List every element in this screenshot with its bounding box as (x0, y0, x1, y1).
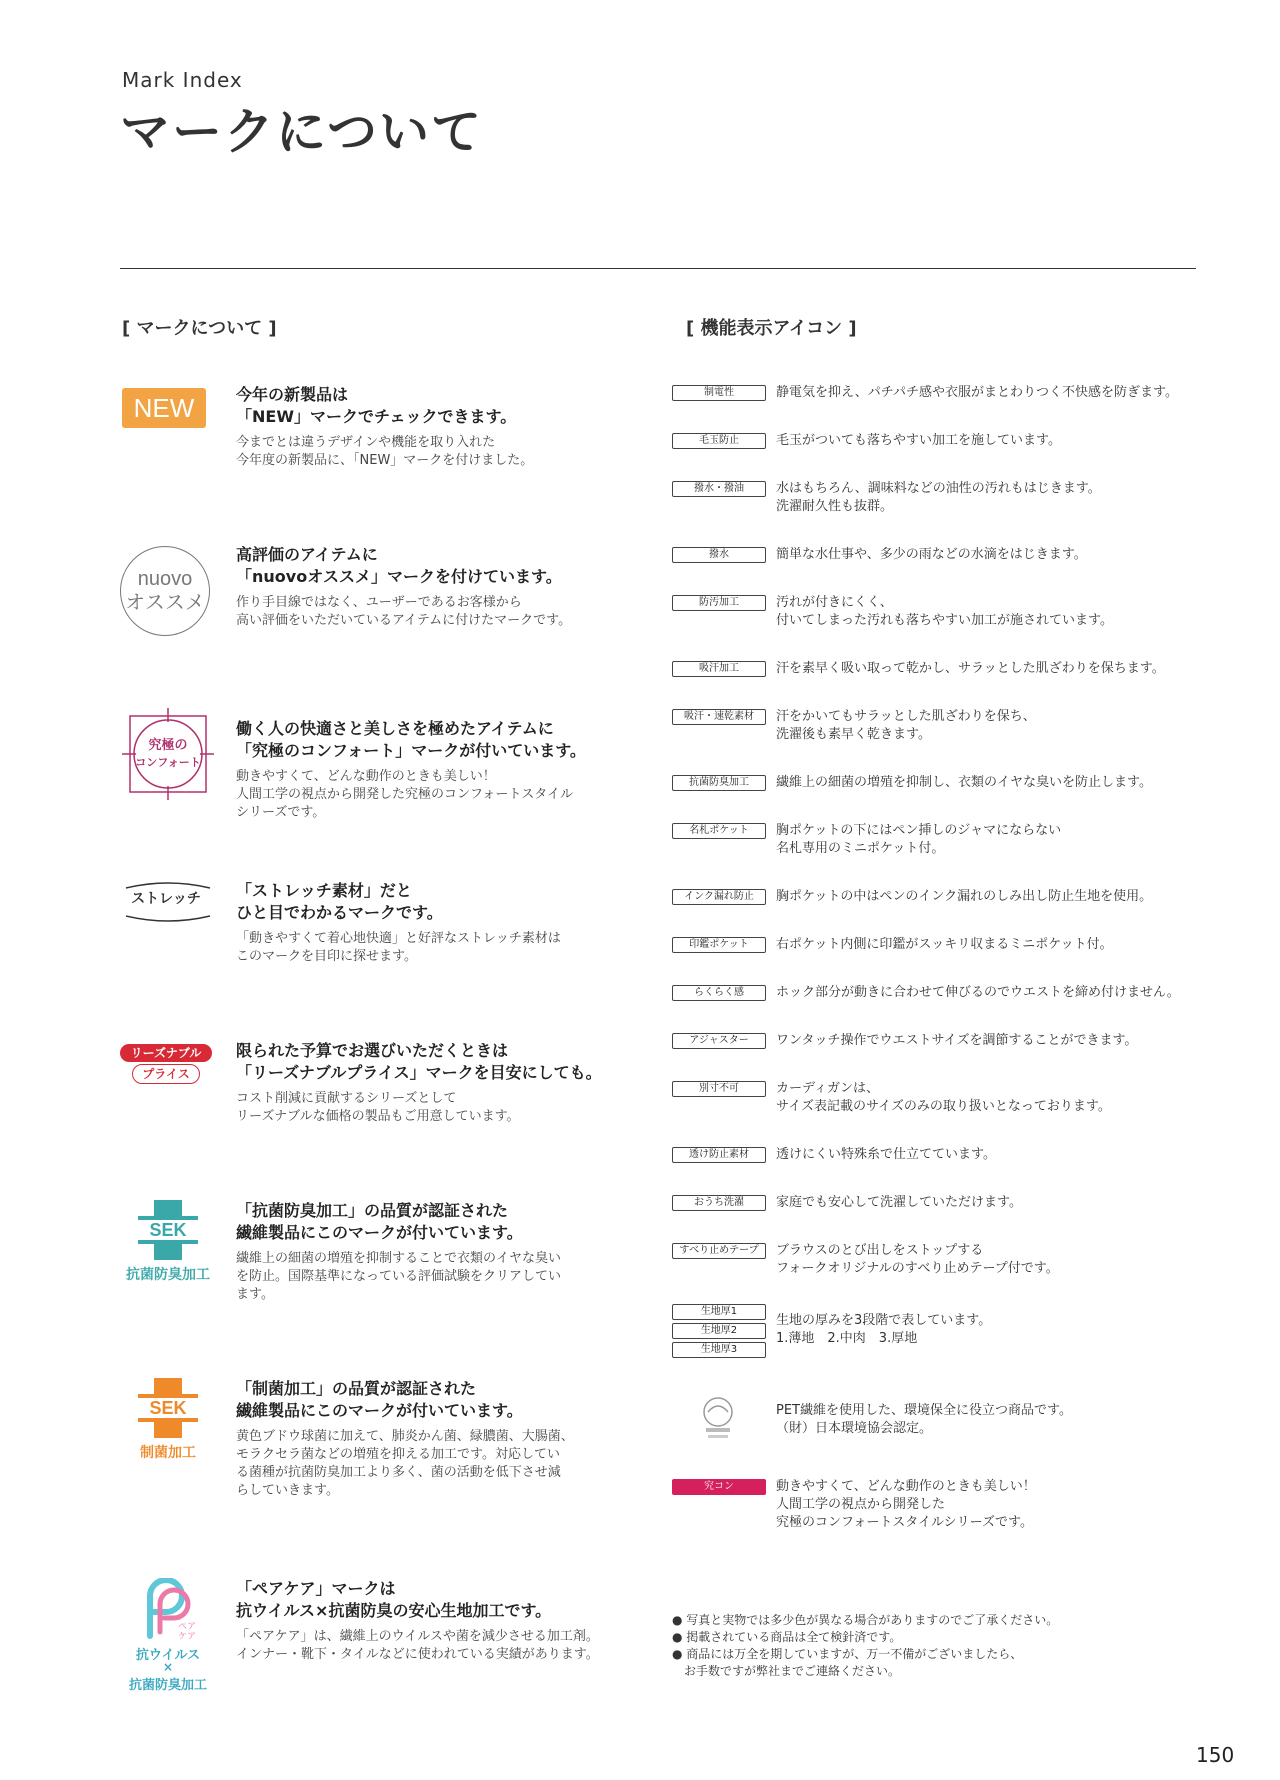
reasonable-label: リーズナブル (120, 1044, 212, 1062)
func-badge: らくらく感 (672, 985, 766, 1001)
sek-orange-mark-icon (120, 1378, 216, 1474)
func-badge: 生地厚2 (672, 1323, 766, 1339)
reasonable-price-mark-icon (120, 1040, 216, 1136)
osusume-label: オススメ (125, 592, 205, 614)
comfort-sub-label: コンフォート (135, 756, 201, 769)
func-badge: 毛玉防止 (672, 433, 766, 449)
mark-title-line: 「ストレッチ素材」だと (236, 881, 412, 900)
func-badge: 名札ポケット (672, 823, 766, 839)
mark-title-line: 繊維製品にこのマークが付いています。 (236, 1223, 523, 1242)
func-desc-line: 究極のコンフォートスタイルシリーズです。 (776, 1515, 1033, 1530)
mark-title-line: 抗ウイルス×抗菌防臭の安心生地加工です。 (236, 1601, 552, 1620)
func-desc-line: 毛玉がついても落ちやすい加工を施しています。 (776, 433, 1061, 448)
nuovo-mark-icon (120, 546, 216, 642)
header-subtitle: Mark Index (122, 68, 243, 92)
antivirus-caption: 抗ウイルス (135, 1648, 201, 1663)
new-badge: NEW (122, 388, 206, 428)
mark-desc-line: ます。 (236, 1287, 274, 1302)
antibacterial-caption: 抗菌防臭加工 (128, 1678, 207, 1693)
func-badge: インク漏れ防止 (672, 889, 766, 905)
mark-title-line: 今年の新製品は (236, 385, 349, 404)
func-desc-line: （財）日本環境協会認定。 (776, 1421, 933, 1436)
pair-label (178, 1622, 196, 1642)
func-desc-line: 洗濯後も素早く乾きます。 (776, 727, 931, 742)
func-desc-line: フォークオリジナルのすべり止めテープ付です。 (776, 1261, 1059, 1276)
func-badge: 吸汗・速乾素材 (672, 709, 766, 725)
eco-mark-row (672, 1392, 1202, 1452)
header-divider (120, 268, 1196, 269)
func-desc-line: 透けにくい特殊糸で仕立てています。 (776, 1147, 996, 1162)
mark-title-line: ひと目でわかるマークです。 (236, 903, 443, 922)
mark-desc-line: らしていきます。 (236, 1483, 339, 1498)
sek-label: SEK (138, 1398, 198, 1418)
func-badge: 印鑑ポケット (672, 937, 766, 953)
mark-title-line: 働く人の快適さと美しさを極めたアイテムに (236, 719, 554, 738)
func-desc-line: 名札専用のミニポケット付。 (776, 841, 945, 856)
price-label: プライス (132, 1064, 200, 1084)
func-badge: 生地厚1 (672, 1304, 766, 1320)
func-desc-line: 人間工学の視点から開発した (776, 1497, 946, 1512)
func-desc-line: ホック部分が動きに合わせて伸びるのでウエストを締め付けません。 (776, 985, 1180, 1000)
mark-desc-line: 人間工学の視点から開発した究極のコンフォートスタイル (236, 787, 573, 802)
func-desc-line: 1.薄地 2.中肉 3.厚地 (776, 1331, 918, 1346)
mark-desc-line: モラクセラ菌などの増殖を抑える加工です。対応してい (236, 1447, 560, 1462)
mark-title-line: 「制菌加工」の品質が認証された (236, 1379, 477, 1398)
func-badge: 撥水・撥油 (672, 481, 766, 497)
mark-title-line: 「ペアケア」マークは (236, 1579, 396, 1598)
care-text: ケア (178, 1632, 197, 1642)
comfort-label: 究極の (148, 738, 188, 753)
func-badge: 別寸不可 (672, 1081, 766, 1097)
right-section-title: [ 機能表示アイコン ] (686, 318, 857, 339)
mark-title-line: 限られた予算でお選びいただくときは (236, 1041, 509, 1060)
mark-title-line: 「究極のコンフォート」マークが付いています。 (236, 741, 586, 760)
page-number: 150 (1196, 1743, 1235, 1767)
comfort-mark-icon (120, 706, 216, 802)
func-desc-line: 汚れが付きにくく、 (776, 595, 893, 610)
eco-mark-icon (672, 1392, 764, 1444)
func-desc-line: 家庭でも安心して洗濯していただけます。 (776, 1195, 1022, 1210)
note-line: ● 商品には万全を期していますが、万一不備がございましたら、 (672, 1647, 1023, 1661)
note-line: ● 写真と実物では多少色が異なる場合がありますのでご了承ください。 (672, 1613, 1059, 1627)
func-desc-line: 簡単な水仕事や、多少の雨などの水滴をはじきます。 (776, 547, 1087, 562)
pair-care-mark-icon (120, 1578, 216, 1728)
func-desc-line: 付いてしまった汚れも落ちやすい加工が施されています。 (776, 613, 1113, 628)
mark-desc-line: インナー・靴下・タイルなどに使われている実績があります。 (236, 1647, 599, 1662)
times-caption: × (162, 1660, 174, 1674)
func-badge: アジャスター (672, 1033, 766, 1049)
mark-title-line: 「NEW」マークでチェックできます。 (236, 407, 517, 426)
func-desc-line: 静電気を抑え、パチパチ感や衣服がまとわりつく不快感を防ぎます。 (776, 385, 1178, 400)
nuovo-label: nuovo (137, 568, 193, 590)
mark-desc-line: 繊維上の細菌の増殖を抑制することで衣類のイヤな臭い (236, 1251, 562, 1266)
mark-desc-line: を防止。国際基準になっている評価試験をクリアしてい (236, 1269, 562, 1284)
func-desc-line: 生地の厚みを3段階で表しています。 (776, 1313, 992, 1328)
func-badge: おうち洗濯 (672, 1195, 766, 1211)
func-desc-line: ワンタッチ操作でウエストサイズを調節することができます。 (776, 1033, 1138, 1048)
func-desc-line: 胸ポケットの下にはペン挿しのジャマにならない (776, 823, 1062, 838)
func-badge: 防汚加工 (672, 595, 766, 611)
mark-desc-line: リーズナブルな価格の製品もご用意しています。 (236, 1109, 520, 1124)
func-desc-line: PET繊維を使用した、環境保全に役立つ商品です。 (776, 1403, 1072, 1418)
mark-desc-line: 作り手目線ではなく、ユーザーであるお客様から (236, 595, 522, 610)
func-badge: 究コン (672, 1479, 766, 1495)
func-badge: 透け防止素材 (672, 1147, 766, 1163)
func-badge: すべり止めテープ (672, 1243, 766, 1259)
mark-title-line: 高評価のアイテムに (236, 545, 378, 564)
sek-teal-mark-icon (120, 1200, 216, 1296)
note-line: ● 掲載されている商品は全て検針済です。 (672, 1630, 902, 1644)
stretch-label: ストレッチ (131, 891, 201, 907)
mark-desc-line: シリーズです。 (236, 805, 326, 820)
mark-desc-line: 「動きやすくて着心地快適」と好評なストレッチ素材は (236, 931, 561, 946)
func-badge: 抗菌防臭加工 (672, 775, 766, 791)
mark-desc-line: 高い評価をいただいているアイテムに付けたマークです。 (236, 613, 572, 628)
sek-caption: 抗菌防臭加工 (126, 1267, 210, 1283)
mark-title-line: 「リーズナブルプライス」マークを目安にしても。 (236, 1063, 602, 1082)
mark-title-line: 「nuovoオススメ」マークを付けています。 (236, 567, 562, 586)
sek-caption: 制菌加工 (140, 1445, 196, 1461)
note-line: お手数ですが弊社までご連絡ください。 (672, 1664, 901, 1678)
func-desc-line: 動きやすくて、どんな動作のときも美しい！ (776, 1479, 1036, 1494)
func-badge: 吸汗加工 (672, 661, 766, 677)
mark-desc-line: る菌種が抗菌防臭加工より多く、菌の活動を低下させ減 (236, 1465, 561, 1480)
func-desc-line: サイズ表記載のサイズのみの取り扱いとなっております。 (776, 1099, 1111, 1114)
fabric-thickness-row (672, 1304, 1202, 1364)
sek-label: SEK (138, 1220, 198, 1240)
func-desc-line: ブラウスのとび出しをストップする (776, 1243, 984, 1258)
func-desc-line: 繊維上の細菌の増殖を抑制し、衣類のイヤな臭いを防止します。 (776, 775, 1152, 790)
left-section-title: [ マークについて ] (122, 318, 277, 339)
func-badge: 生地厚3 (672, 1342, 766, 1358)
func-desc-line: カーディガンは、 (776, 1081, 879, 1096)
mark-desc-line: 「ペアケア」は、繊維上のウイルスや菌を減少させる加工剤。 (236, 1629, 599, 1644)
page-title: マークについて (120, 103, 483, 161)
func-desc-line: 水はもちろん、調味料などの油性の汚れもはじきます。 (776, 481, 1101, 496)
func-desc-line: 汗をかいてもサラッとした肌ざわりを保ち、 (776, 709, 1036, 724)
mark-desc-line: 今までとは違うデザインや機能を取り入れた (236, 435, 496, 450)
notes (672, 1612, 1058, 1680)
func-badge: 制電性 (672, 385, 766, 401)
mark-desc-line: 動きやすくて、どんな動作のときも美しい！ (236, 769, 496, 784)
mark-desc-line: このマークを目印に探せます。 (236, 949, 417, 964)
func-desc-line: 右ポケット内側に印鑑がスッキリ収まるミニポケット付。 (776, 937, 1113, 952)
mark-desc-line: 黄色ブドウ球菌に加えて、肺炎かん菌、緑膿菌、大腸菌、 (236, 1429, 574, 1444)
func-badge: 撥水 (672, 547, 766, 563)
func-desc-line: 洗濯耐久性も抜群。 (776, 499, 894, 514)
func-desc-line: 汗を素早く吸い取って乾かし、サラッとした肌ざわりを保ちます。 (776, 661, 1165, 676)
mark-title-line: 繊維製品にこのマークが付いています。 (236, 1401, 523, 1420)
mark-desc-line: 今年度の新製品に、「NEW」マークを付けました。 (236, 453, 534, 468)
stretch-mark-icon (120, 880, 216, 976)
func-desc-line: 胸ポケットの中はペンのインク漏れのしみ出し防止生地を使用。 (776, 889, 1153, 904)
mark-title-line: 「抗菌防臭加工」の品質が認証された (236, 1201, 509, 1220)
new-mark-icon (120, 384, 216, 480)
pair-text: ペア (178, 1622, 197, 1632)
mark-desc-line: コスト削減に貢献するシリーズとして (236, 1091, 457, 1106)
